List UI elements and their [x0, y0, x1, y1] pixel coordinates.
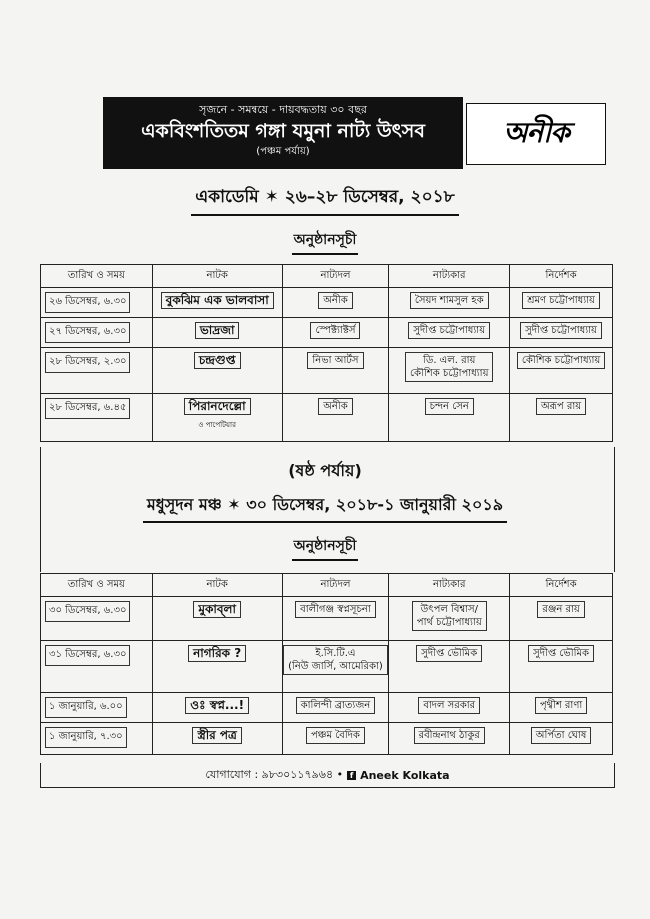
table-cell	[282, 693, 389, 723]
theatre-group: বালীগঞ্জ স্বপ্নসূচনা	[295, 601, 376, 618]
theatre-group: কালিন্দী ব্রাত্যজন	[296, 697, 376, 714]
director: পৃথ্বীশ রাণা	[535, 697, 587, 714]
table-row	[41, 693, 613, 723]
play-subtitle: ও পাপেটিয়ার	[198, 421, 236, 429]
playwright-2: পার্থ চট্টোপাধ্যায়	[416, 617, 482, 628]
table-cell	[152, 597, 282, 641]
table-cell	[282, 348, 389, 394]
table-row	[41, 723, 613, 755]
venue-line-2: মধুসূদন মঞ্চ ✶ ৩০ ডিসেম্বর, ২০১৮-১ জানুয়ারী ২০১৯	[0, 492, 650, 523]
table-cell	[152, 348, 282, 394]
play-title: পিরানদেল্লো	[184, 398, 251, 415]
playwright: ডি. এল. রায় কৌশিক চট্টোপাধ্যায়	[405, 352, 493, 382]
table-cell	[510, 723, 613, 755]
director: শ্রমণ চট্টোপাধ্যায়	[522, 292, 600, 309]
table-cell	[389, 288, 510, 318]
show-date: ২৮ ডিসেম্বর, ২.৩০	[45, 352, 130, 373]
playwright: উৎপল বিশ্বাস/ পার্থ চট্টোপাধ্যায়	[412, 601, 487, 631]
table-cell	[282, 723, 389, 755]
play-title: ওঃ স্বপ্ন...!	[185, 697, 249, 714]
table-cell	[389, 394, 510, 442]
table-cell	[389, 641, 510, 693]
play-title: ভাদ্রজা	[195, 322, 240, 339]
playwright-2: কৌশিক চট্টোপাধ্যায়	[410, 368, 489, 379]
show-date: ২৬ ডিসেম্বর, ৬.৩০	[45, 292, 130, 313]
column-header: নির্দেশক	[510, 574, 613, 597]
table-cell	[282, 288, 389, 318]
theatre-group: স্পেক্ট্যাক্টর্স	[310, 322, 360, 339]
phase6-label: (ষষ্ঠ পর্যায়)	[288, 461, 362, 480]
table-cell	[510, 318, 613, 348]
play-title: মুকাব্‌লা	[193, 601, 241, 618]
table-cell	[282, 641, 389, 693]
table-row	[41, 597, 613, 641]
column-header: নাট্যদল	[282, 574, 389, 597]
table-header-row	[41, 265, 613, 288]
director: অরূপ রায়	[536, 398, 586, 415]
column-header: নাট্যকার	[389, 265, 510, 288]
phase-label: (পঞ্চম পর্যায়)	[256, 146, 310, 157]
director: সুদীপ্ত ভৌমিক	[528, 645, 594, 662]
table-cell	[282, 394, 389, 442]
table-cell	[389, 597, 510, 641]
table-cell	[41, 597, 153, 641]
table-cell	[389, 318, 510, 348]
theatre-group: অনীক	[318, 398, 353, 415]
table-cell	[282, 597, 389, 641]
table-cell	[152, 723, 282, 755]
table-cell	[152, 693, 282, 723]
table-cell	[41, 394, 153, 442]
play-title: স্ত্রীর পত্র	[192, 727, 241, 744]
schedule-table-2	[40, 573, 613, 755]
show-date: ৩১ ডিসেম্বর, ৬.৩০	[45, 645, 130, 666]
logo-box	[466, 103, 606, 165]
table-cell	[41, 641, 153, 693]
theatre-group: অনীক	[318, 292, 353, 309]
show-date: ৩০ ডিসেম্বর, ৬.৩০	[45, 601, 130, 622]
table-cell	[41, 723, 153, 755]
schedule-table-1	[40, 264, 613, 442]
play-title: নাগরিক ?	[188, 645, 246, 662]
facebook-page-name: Aneek Kolkata	[360, 768, 450, 782]
table-cell	[41, 318, 153, 348]
column-header: নাটক	[152, 265, 282, 288]
facebook-icon: f	[347, 771, 356, 780]
theatre-group: ই.সি.টি.এ (নিউ জার্সি, আমেরিকা)	[283, 645, 388, 675]
show-date: ১ জানুয়ারি, ৭.৩০	[45, 727, 127, 748]
playwright: রবীন্দ্রনাথ ঠাকুর	[414, 727, 485, 744]
director: অর্পিতা ঘোষ	[531, 727, 592, 744]
table-header-row	[41, 574, 613, 597]
contact-phone: যোগাযোগ : ৯৮৩০১১৭৯৬৪ •	[205, 767, 344, 781]
table-cell	[510, 348, 613, 394]
header-banner	[103, 97, 463, 169]
table-cell	[510, 693, 613, 723]
table-cell	[510, 597, 613, 641]
table-cell	[41, 693, 153, 723]
play-title: বুকঝিম এক ভালবাসা	[161, 292, 274, 309]
contact-bar	[40, 763, 615, 788]
table-row	[41, 318, 613, 348]
venue-line-1: একাডেমি ✶ ২৬–২৮ ডিসেম্বর, ২০১৮	[0, 184, 650, 216]
table-cell	[152, 288, 282, 318]
table-cell	[389, 723, 510, 755]
show-date: ১ জানুয়ারি, ৬.০০	[45, 697, 127, 718]
theatre-group: পঞ্চম বৈদিক	[306, 727, 365, 744]
table-cell	[282, 318, 389, 348]
table-cell	[510, 641, 613, 693]
table-cell	[152, 641, 282, 693]
playwright: চন্দন সেন	[425, 398, 474, 415]
schedule-title-1: অনুষ্ঠানসূচী	[0, 228, 650, 255]
table-row	[41, 288, 613, 318]
column-header: নাট্যদল	[282, 265, 389, 288]
table-cell	[389, 693, 510, 723]
table-row	[41, 641, 613, 693]
show-date: ২৭ ডিসেম্বর, ৬.৩০	[45, 322, 130, 343]
director: সুদীপ্ত চট্টোপাধ্যায়	[520, 322, 602, 339]
column-header: নাট্যকার	[389, 574, 510, 597]
theatre-group: নিভা আর্টস	[307, 352, 363, 369]
header-subtitle: সৃজনে - সমন্বয়ে - দায়বদ্ধতায় ৩০ বছর	[199, 103, 367, 116]
show-date: ২৮ ডিসেম্বর, ৬.৪৫	[45, 398, 130, 419]
table-cell	[152, 318, 282, 348]
festival-title: একবিংশতিতম গঙ্গা যমুনা নাট্য উৎসব	[141, 120, 425, 142]
schedule-title-2: অনুষ্ঠানসূচী	[0, 534, 650, 561]
director: কৌশিক চট্টোপাধ্যায়	[517, 352, 605, 369]
aneek-logo: অনীক	[503, 115, 569, 149]
play-title: চন্দ্রগুপ্ত	[194, 352, 241, 369]
playwright: সুদীপ্ত চট্টোপাধ্যায়	[408, 322, 490, 339]
column-header: নাটক	[152, 574, 282, 597]
table-cell	[510, 394, 613, 442]
playwright: সুদীপ্ত ভৌমিক	[416, 645, 482, 662]
table-cell	[41, 288, 153, 318]
table-row	[41, 348, 613, 394]
column-header: তারিখ ও সময়	[41, 265, 153, 288]
column-header: নির্দেশক	[510, 265, 613, 288]
director: রঞ্জন রায়	[537, 601, 584, 618]
table-cell	[41, 348, 153, 394]
table-cell	[510, 288, 613, 318]
table-cell	[389, 348, 510, 394]
group-location: (নিউ জার্সি, আমেরিকা)	[288, 661, 383, 672]
table-row	[41, 394, 613, 442]
playwright: বাদল সরকার	[418, 697, 480, 714]
playwright: সৈয়দ শামসুল হক	[410, 292, 489, 309]
column-header: তারিখ ও সময়	[41, 574, 153, 597]
table-cell	[152, 394, 282, 442]
